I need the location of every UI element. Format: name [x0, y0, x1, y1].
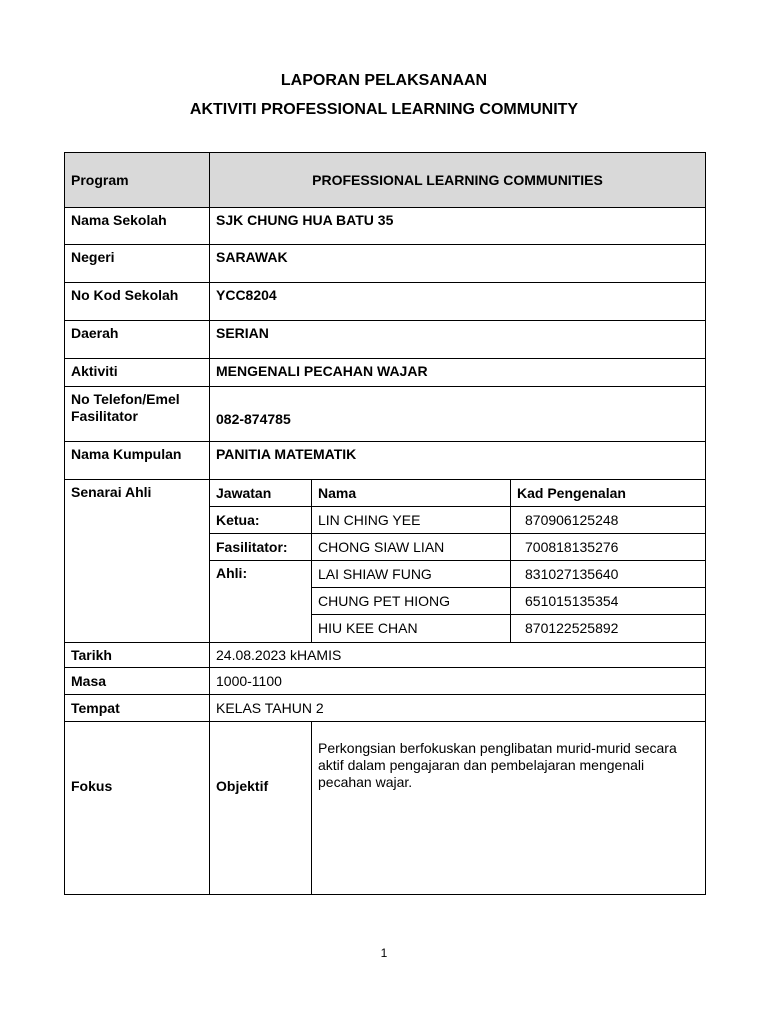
masa-value: 1000-1100 — [210, 668, 706, 695]
col-jawatan-header: Jawatan — [210, 480, 312, 507]
objektif-text: Perkongsian berfokuskan penglibatan murid-murid secara aktif dalam pengajaran dan pembelajaran mengenali pecahan wajar. — [312, 722, 706, 895]
nama-kumpulan-row — [65, 442, 706, 480]
member-jawatan: Fasilitator: — [210, 534, 312, 561]
member-nama: LAI SHIAW FUNG — [312, 561, 511, 588]
col-nama-header: Nama — [312, 480, 511, 507]
masa-label: Masa — [65, 668, 210, 695]
tarikh-label: Tarikh — [65, 643, 210, 668]
negeri-label: Negeri — [65, 245, 210, 283]
telefon-label — [65, 387, 210, 442]
daerah-value: SERIAN — [210, 321, 706, 359]
member-kad: 870122525892 — [511, 615, 706, 643]
telefon-value: 082-874785 — [210, 387, 706, 442]
member-kad: 700818135276 — [511, 534, 706, 561]
telefon-label-line1: No Telefon/Emel — [71, 391, 180, 407]
member-nama: CHUNG PET HIONG — [312, 588, 511, 615]
aktiviti-row — [65, 359, 706, 387]
tempat-value: KELAS TAHUN 2 — [210, 695, 706, 722]
tarikh-value: 24.08.2023 kHAMIS — [210, 643, 706, 668]
aktiviti-value: MENGENALI PECAHAN WAJAR — [210, 359, 706, 387]
negeri-row — [65, 245, 706, 283]
objektif-label: Objektif — [210, 722, 312, 895]
no-kod-sekolah-label: No Kod Sekolah — [65, 283, 210, 321]
nama-sekolah-label: Nama Sekolah — [65, 208, 210, 245]
no-kod-sekolah-value: YCC8204 — [210, 283, 706, 321]
telefon-label-line2: Fasilitator — [71, 408, 138, 424]
negeri-value: SARAWAK — [210, 245, 706, 283]
report-title: LAPORAN PELAKSANAAN — [280, 72, 488, 89]
daerah-label: Daerah — [65, 321, 210, 359]
telefon-row — [65, 387, 706, 442]
member-nama: HIU KEE CHAN — [312, 615, 511, 643]
nama-sekolah-row — [65, 208, 706, 245]
member-kad: 831027135640 — [511, 561, 706, 588]
tempat-label: Tempat — [65, 695, 210, 722]
nama-sekolah-value: SJK CHUNG HUA BATU 35 — [210, 208, 706, 245]
member-jawatan: Ahli: — [210, 561, 312, 643]
tempat-row — [65, 695, 706, 722]
daerah-row — [65, 321, 706, 359]
nama-kumpulan-label: Nama Kumpulan — [65, 442, 210, 480]
senarai-ahli-header-row — [65, 480, 706, 507]
page-number: 1 — [380, 946, 388, 960]
col-kad-header: Kad Pengenalan — [511, 480, 706, 507]
senarai-ahli-label: Senarai Ahli — [65, 480, 210, 643]
program-label: Program — [65, 153, 210, 208]
aktiviti-label: Aktiviti — [65, 359, 210, 387]
member-nama: CHONG SIAW LIAN — [312, 534, 511, 561]
member-nama: LIN CHING YEE — [312, 507, 511, 534]
member-jawatan: Ketua: — [210, 507, 312, 534]
fokus-label: Fokus — [65, 722, 210, 895]
program-row — [65, 153, 706, 208]
report-table — [64, 152, 706, 895]
no-kod-sekolah-row — [65, 283, 706, 321]
program-value: PROFESSIONAL LEARNING COMMUNITIES — [210, 153, 706, 208]
report-subtitle: AKTIVITI PROFESSIONAL LEARNING COMMUNITY — [189, 101, 579, 118]
member-kad: 651015135354 — [511, 588, 706, 615]
fokus-row — [65, 722, 706, 895]
tarikh-row — [65, 643, 706, 668]
nama-kumpulan-value: PANITIA MATEMATIK — [210, 442, 706, 480]
member-kad: 870906125248 — [511, 507, 706, 534]
masa-row — [65, 668, 706, 695]
